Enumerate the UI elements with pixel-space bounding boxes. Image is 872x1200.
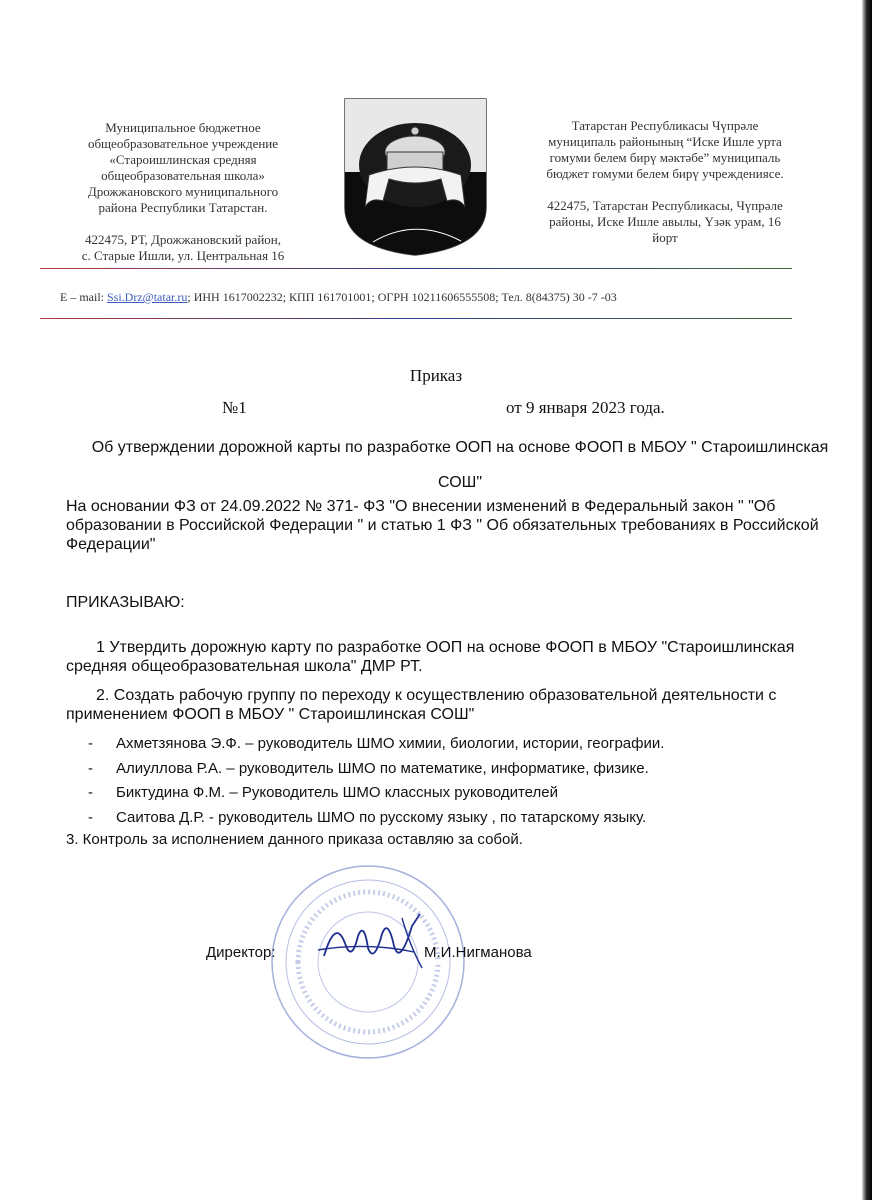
order-item-2: 2. Создать рабочую группу по переходу к осуществлению образовательной деятельности с применением ФООП в МБОУ " Староишлинская СОШ" [66, 687, 777, 723]
member-text: Биктудина Ф.М. – Руководитель ШМО классных руководителей [116, 784, 558, 801]
header-right-line: 422475, Татарстан Республикасы, Чүпрәле [547, 198, 783, 213]
contact-details: ; ИНН 1617002232; КПП 161701001; ОГРН 10211606555508; Тел. 8(84375) 30 -7 -03 [187, 290, 617, 304]
header-left-line: района Республики Татарстан. [98, 200, 268, 215]
header-left-line: общеобразовательная школа» [101, 168, 265, 183]
header-right-line: йорт [652, 230, 678, 245]
header-left-line: Дрожжановского муниципального [87, 184, 279, 199]
order-subject [60, 430, 860, 500]
coat-of-arms-icon [343, 97, 488, 257]
header-rule-bottom [40, 318, 792, 319]
list-item: - Саитова Д.Р. - руководитель ШМО по русскому языку , по татарскому языку. [88, 808, 647, 826]
working-group-list [88, 732, 664, 830]
list-item: - Ахметзянова Э.Ф. – руководитель ШМО химии, биологии, истории, географии. [88, 735, 665, 752]
header-right-line: муниципаль районының “Иске Ишле урта [548, 134, 782, 149]
contact-prefix: E – mail: [60, 290, 107, 304]
header-right-block [505, 118, 825, 246]
member-text: Саитова Д.Р. - руководитель ШМО по русскому языку , по татарскому языку. [116, 808, 647, 826]
list-item: - Алиуллова Р.А. – руководитель ШМО по математике, информатике, физике. [88, 759, 649, 777]
list-item: - Биктудина Ф.М. – Руководитель ШМО классных руководителей [88, 784, 558, 801]
header-left-line: Муниципальное бюджетное [105, 120, 261, 135]
header-left-spacer [58, 216, 308, 232]
order-number: №1 [222, 398, 247, 417]
member-text: Алиуллова Р.А. – руководитель ШМО по математике, информатике, физике. [116, 759, 649, 777]
order-item-3: 3. Контроль за исполнением данного приказа оставляю за собой. [66, 831, 523, 848]
director-label: Директор: [206, 944, 276, 961]
order-word: ПРИКАЗЫВАЮ: [66, 594, 185, 611]
scan-edge [862, 0, 872, 1200]
header-left-line: 422475, РТ, Дрожжановский район, [84, 232, 281, 247]
order-basis: На основании ФЗ от 24.09.2022 № 371- ФЗ "О внесении изменений в Федеральный закон " "Об образовании в Российской Федерации " и статью 1 ФЗ " Об обязательных требованиях в Российской Федерации" [66, 498, 819, 553]
header-right-line: гомуми белем бирү мәктәбе” муниципаль [549, 150, 781, 165]
email-link[interactable]: Ssi.Drz@tatar.ru [107, 290, 188, 304]
director-name: М.И.Нигманова [424, 944, 532, 961]
header-right-line: бюджет гомуми белем бирү учреждениясе. [546, 166, 784, 181]
order-item-1: 1 Утвердить дорожную карту по разработке ООП на основе ФООП в МБОУ "Староишлинская средняя общеобразовательная школа" ДМР РТ. [66, 639, 795, 675]
header-left-block [58, 120, 308, 264]
header-right-spacer [505, 182, 825, 198]
contact-line [60, 290, 800, 305]
order-date: от 9 января 2023 года. [506, 398, 665, 417]
header-rule-top [40, 268, 792, 269]
header-right-line: районы, Иске Ишле авылы, Үзәк урам, 16 [549, 214, 781, 229]
member-text: Ахметзянова Э.Ф. – руководитель ШМО химии, биологии, истории, географии. [116, 735, 665, 752]
order-subject-line: Об утверждении дорожной карты по разработке ООП на основе ФООП в МБОУ " Староишлинская [91, 439, 829, 456]
header-left-line: общеобразовательное учреждение [87, 136, 279, 151]
document-title: Приказ [409, 366, 463, 385]
signature-icon [316, 906, 426, 976]
header-right-line: Татарстан Республикасы Чүпрәле [571, 118, 759, 133]
order-subject-line: СОШ" [438, 474, 482, 491]
header-left-line: «Староишлинская средняя [109, 152, 257, 167]
header-left-line: с. Старые Ишли, ул. Центральная 16 [81, 248, 285, 263]
